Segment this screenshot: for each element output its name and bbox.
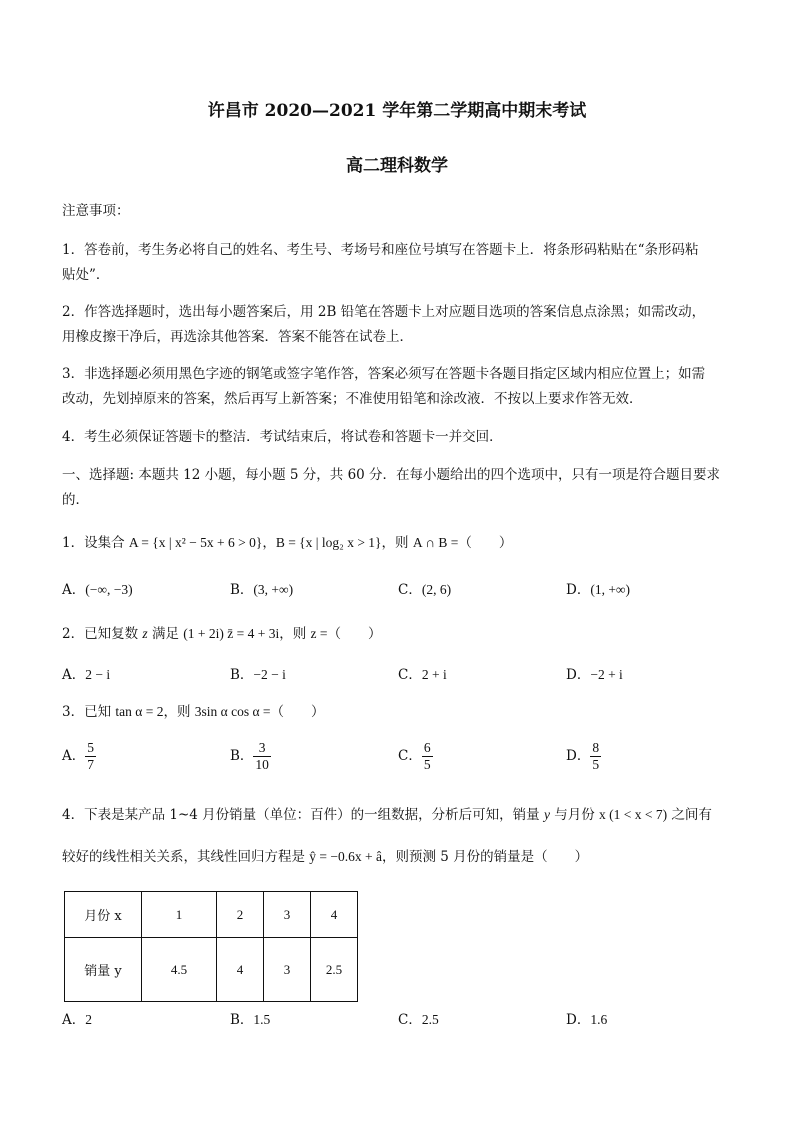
q2-text: ，则 bbox=[279, 626, 311, 642]
option-value: 2 − i bbox=[85, 667, 111, 682]
q1-option-c bbox=[398, 580, 451, 600]
q2-text: 2．已知复数 bbox=[62, 626, 143, 642]
note-2-line-2: 用橡皮擦干净后，再选涂其他答案．答案不能答在试卷上． bbox=[62, 329, 413, 345]
q4-option-d bbox=[566, 1010, 607, 1030]
denominator: 5 bbox=[423, 757, 431, 772]
q1-option-b bbox=[230, 580, 293, 600]
q1-option-d bbox=[566, 580, 630, 600]
option-label: C． bbox=[398, 748, 422, 764]
table-cell: 2 bbox=[217, 892, 264, 938]
fraction bbox=[422, 740, 433, 773]
question-4-line-2 bbox=[62, 847, 588, 867]
option-label: A． bbox=[62, 667, 86, 683]
q1-set-a: A = {x | x² − 5x + 6 > 0} bbox=[128, 535, 263, 550]
q4-option-c bbox=[398, 1010, 439, 1030]
q1-expression: A ∩ B = bbox=[412, 535, 459, 550]
option-value: −2 − i bbox=[253, 667, 286, 682]
option-label: D． bbox=[566, 582, 591, 598]
q3-ask: 3sin α cos α = bbox=[194, 704, 271, 719]
option-label: C． bbox=[398, 582, 422, 598]
q4-option-a bbox=[62, 1010, 92, 1030]
question-4-line-1 bbox=[62, 805, 712, 825]
table-cell: 3 bbox=[264, 892, 311, 938]
note-2-line-1: 2．作答选择题时，选出每小题答案后，用 2B 铅笔在答题卡上对应题目选项的答案信息点涂黑；如需改动， bbox=[62, 304, 706, 320]
fraction bbox=[253, 740, 271, 773]
q2-text: （ ） bbox=[327, 626, 382, 642]
q3-text: （ ） bbox=[270, 704, 325, 720]
table-cell: 4 bbox=[217, 938, 264, 1002]
option-value: (1, +∞) bbox=[590, 582, 631, 597]
option-value: 1.5 bbox=[253, 1012, 271, 1027]
q3-option-b bbox=[230, 740, 271, 773]
note-4: 4．考生必须保证答题卡的整洁．考试结束后，将试卷和答题卡一并交回． bbox=[62, 429, 503, 445]
option-value: 2.5 bbox=[421, 1012, 439, 1027]
numerator: 6 bbox=[423, 740, 431, 755]
option-value: (2, 6) bbox=[421, 582, 452, 597]
option-label: C． bbox=[398, 667, 422, 683]
q4-text: 较好的线性相关关系，其线性回归方程是 bbox=[62, 849, 310, 865]
q2-text: 满足 bbox=[147, 626, 184, 642]
q2-option-a bbox=[62, 665, 110, 685]
option-value: 2 + i bbox=[421, 667, 447, 682]
q3-equation: tan α = 2 bbox=[115, 704, 164, 719]
q1-text: （ ） bbox=[458, 535, 513, 551]
option-value: 2 bbox=[85, 1012, 92, 1027]
q1-text: ，则 bbox=[381, 535, 413, 551]
exam-subtitle: 高二理科数学 bbox=[346, 156, 448, 176]
option-label: B． bbox=[230, 1012, 254, 1028]
table-cell: 4 bbox=[311, 892, 358, 938]
q4-condition: x (1 < x < 7) bbox=[599, 807, 668, 822]
option-label: A． bbox=[62, 1012, 86, 1028]
numerator: 8 bbox=[592, 740, 600, 755]
table-cell: 1 bbox=[142, 892, 217, 938]
q3-text: 3．已知 bbox=[62, 704, 116, 720]
q2-option-d bbox=[566, 665, 623, 685]
q2-option-b bbox=[230, 665, 286, 685]
q4-option-b bbox=[230, 1010, 270, 1030]
q3-option-d bbox=[566, 740, 601, 773]
table-cell: 2.5 bbox=[311, 938, 358, 1002]
question-1 bbox=[62, 533, 512, 553]
table-row bbox=[65, 892, 358, 938]
option-value: 1.6 bbox=[590, 1012, 608, 1027]
q2-ask: z = bbox=[310, 626, 328, 641]
table-row bbox=[65, 938, 358, 1002]
q2-equation: (1 + 2i) z̄ = 4 + 3i bbox=[183, 626, 280, 641]
q3-option-a bbox=[62, 740, 96, 773]
q4-text: ，则预测 5 月份的销量是（ ） bbox=[382, 849, 589, 865]
notes-heading: 注意事项： bbox=[62, 203, 130, 219]
note-3-line-2: 改动，先划掉原来的答案，然后再写上新答案；不准使用铅笔和涂改液．不按以上要求作答无效． bbox=[62, 391, 643, 407]
option-label: B． bbox=[230, 748, 254, 764]
option-label: D． bbox=[566, 748, 591, 764]
q4-text: 4．下表是某产品 1~4 月份销量（单位：百件）的一组数据，分析后可知，销量 bbox=[62, 807, 544, 823]
q2-option-c bbox=[398, 665, 447, 685]
q1-option-a bbox=[62, 580, 133, 600]
option-label: A． bbox=[62, 582, 86, 598]
option-value: (3, +∞) bbox=[253, 582, 294, 597]
denominator: 7 bbox=[87, 757, 94, 772]
exam-title: 许昌市 2020—2021 学年第二学期高中期末考试 bbox=[207, 101, 587, 121]
note-1-line-2: 贴处”． bbox=[62, 267, 110, 283]
note-3-line-1: 3．非选择题必须用黑色字迹的钢笔或签字笔作答，答案必须写在答题卡各题目指定区域内相应位置上；如需 bbox=[62, 366, 706, 382]
option-label: B． bbox=[230, 582, 254, 598]
section-heading-line-2: 的． bbox=[62, 492, 89, 508]
q4-text: 之间有 bbox=[667, 807, 712, 823]
table-header-cell: 月份 x bbox=[65, 892, 142, 938]
option-label: B． bbox=[230, 667, 254, 683]
q4-text: 与月份 bbox=[549, 807, 600, 823]
option-value: −2 + i bbox=[590, 667, 623, 682]
q1-text: 1．设集合 bbox=[62, 535, 129, 551]
table-cell: 4.5 bbox=[142, 938, 217, 1002]
option-label: A． bbox=[62, 748, 86, 764]
table-cell: 3 bbox=[264, 938, 311, 1002]
q4-variable-y: y bbox=[543, 807, 550, 822]
table-header-cell: 销量 y bbox=[65, 938, 142, 1002]
q3-text: ，则 bbox=[163, 704, 195, 720]
option-value: (−∞, −3) bbox=[85, 582, 133, 597]
sales-table bbox=[64, 891, 358, 1002]
q1-set-b: B = {x | log₂ x > 1} bbox=[275, 535, 382, 550]
section-heading-line-1: 一、选择题: 本题共 12 小题，每小题 5 分，共 60 分．在每小题给出的四个选项中，只有一项是符合题目要求 bbox=[62, 467, 721, 483]
fraction bbox=[85, 740, 96, 773]
fraction bbox=[590, 740, 601, 773]
denominator: 5 bbox=[592, 757, 600, 772]
q2-variable: z bbox=[142, 626, 148, 641]
q3-option-c bbox=[398, 740, 433, 773]
q1-text: ， bbox=[262, 535, 276, 551]
question-3 bbox=[62, 702, 325, 722]
option-label: D． bbox=[566, 1012, 591, 1028]
q4-regression-equation: ŷ = −0.6x + â bbox=[309, 849, 383, 864]
option-label: C． bbox=[398, 1012, 422, 1028]
question-2 bbox=[62, 624, 381, 644]
numerator: 3 bbox=[253, 740, 271, 757]
denominator: 10 bbox=[255, 757, 269, 772]
numerator: 5 bbox=[87, 740, 94, 755]
option-label: D． bbox=[566, 667, 591, 683]
note-1-line-1: 1．答卷前，考生务必将自己的姓名、考生号、考场号和座位号填写在答题卡上．将条形码粘贴在“条形码粘 bbox=[62, 242, 699, 258]
